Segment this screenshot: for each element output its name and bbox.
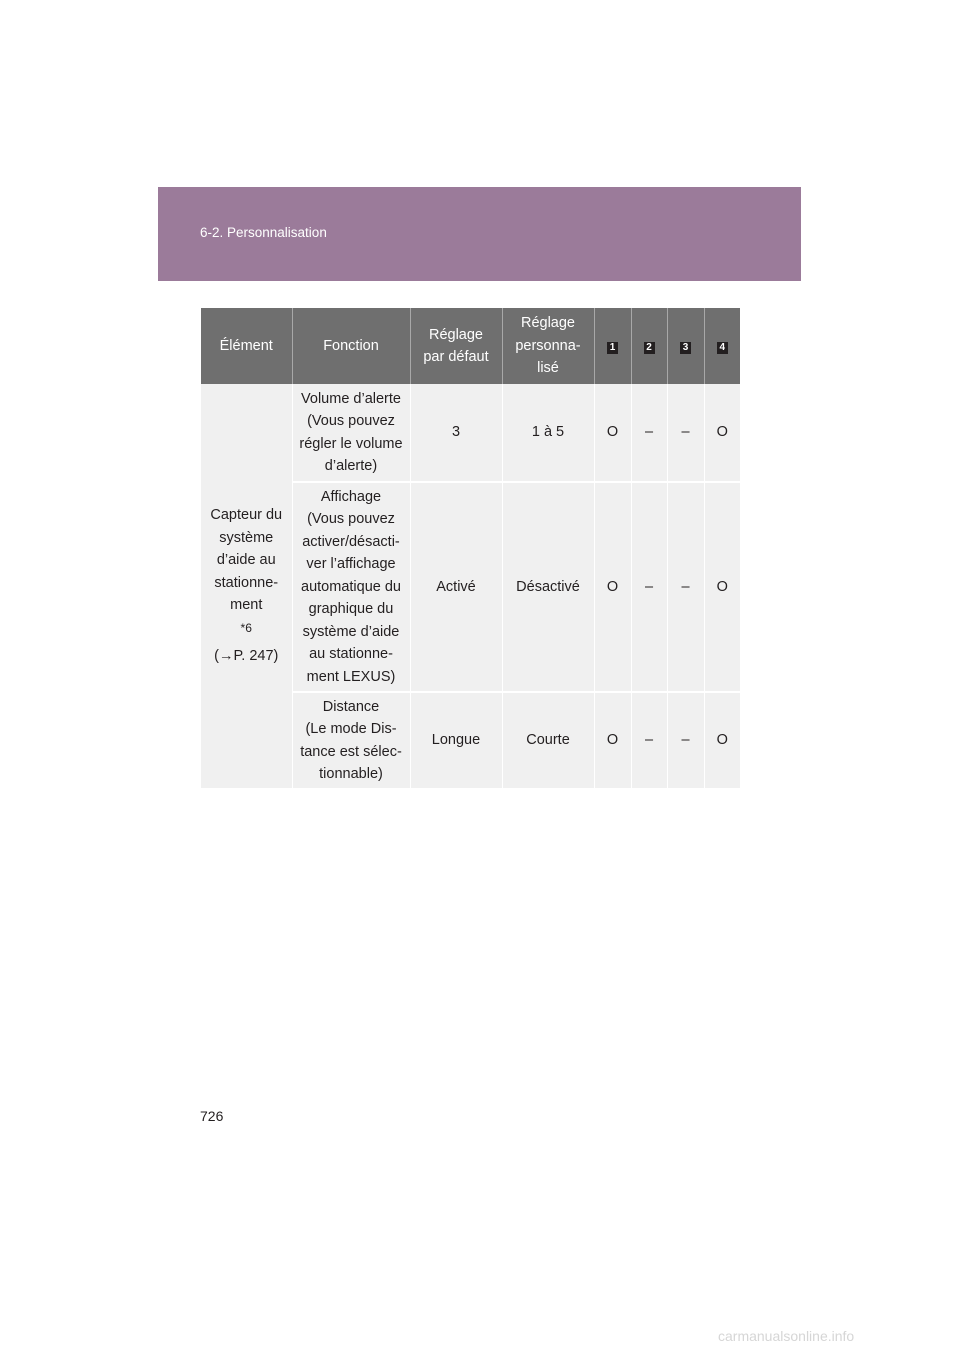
column-header-1	[594, 308, 631, 384]
column-header-3	[667, 308, 704, 384]
function-cell: Affichage (Vous pouvez activer/désacti- ver l’affichage automatique du graphique du système d’aide au stationne- ment LEXUS)	[292, 482, 410, 692]
number-box-3: 3	[680, 342, 691, 354]
page-reference: (→P. 247)	[214, 648, 279, 665]
section-header-band	[158, 187, 801, 281]
mark-cell-1: O	[594, 692, 631, 789]
column-header-function: Fonction	[292, 308, 410, 384]
mark-cell-1: O	[594, 384, 631, 482]
mark-cell-4: O	[704, 692, 740, 789]
column-header-2	[631, 308, 667, 384]
number-box-1: 1	[607, 342, 618, 354]
mark-cell-2: –	[631, 384, 667, 482]
footnote-marker: *6	[240, 620, 252, 635]
page-number: 726	[200, 1108, 224, 1124]
custom-cell: Désactivé	[502, 482, 594, 692]
mark-cell-1: O	[594, 482, 631, 692]
settings-table	[201, 308, 740, 790]
column-header-default: Réglage par défaut	[410, 308, 502, 384]
mark-cell-2: –	[631, 482, 667, 692]
mark-cell-3: –	[667, 384, 704, 482]
custom-cell: Courte	[502, 692, 594, 789]
function-cell: Distance (Le mode Dis- tance est sélec- tionnable)	[292, 692, 410, 789]
column-header-4	[704, 308, 740, 384]
mark-cell-3: –	[667, 482, 704, 692]
table-row	[201, 384, 740, 482]
table-header-row	[201, 308, 740, 384]
watermark: carmanualsonline.info	[718, 1328, 855, 1344]
number-box-4: 4	[717, 342, 728, 354]
mark-cell-4: O	[704, 482, 740, 692]
column-header-element: Élément	[201, 308, 292, 384]
number-box-2: 2	[644, 342, 655, 354]
custom-cell: 1 à 5	[502, 384, 594, 482]
function-cell: Volume d’alerte (Vous pouvez régler le volume d’alerte)	[292, 384, 410, 482]
default-cell: Longue	[410, 692, 502, 789]
column-header-custom: Réglage personna- lisé	[502, 308, 594, 384]
mark-cell-2: –	[631, 692, 667, 789]
element-cell: Capteur du système d’aide au stationne- ment $^{*6}$ (→P. 247)	[201, 384, 292, 789]
mark-cell-3: –	[667, 692, 704, 789]
default-cell: Activé	[410, 482, 502, 692]
default-cell: 3	[410, 384, 502, 482]
section-title: 6-2. Personnalisation	[200, 225, 327, 240]
mark-cell-4: O	[704, 384, 740, 482]
